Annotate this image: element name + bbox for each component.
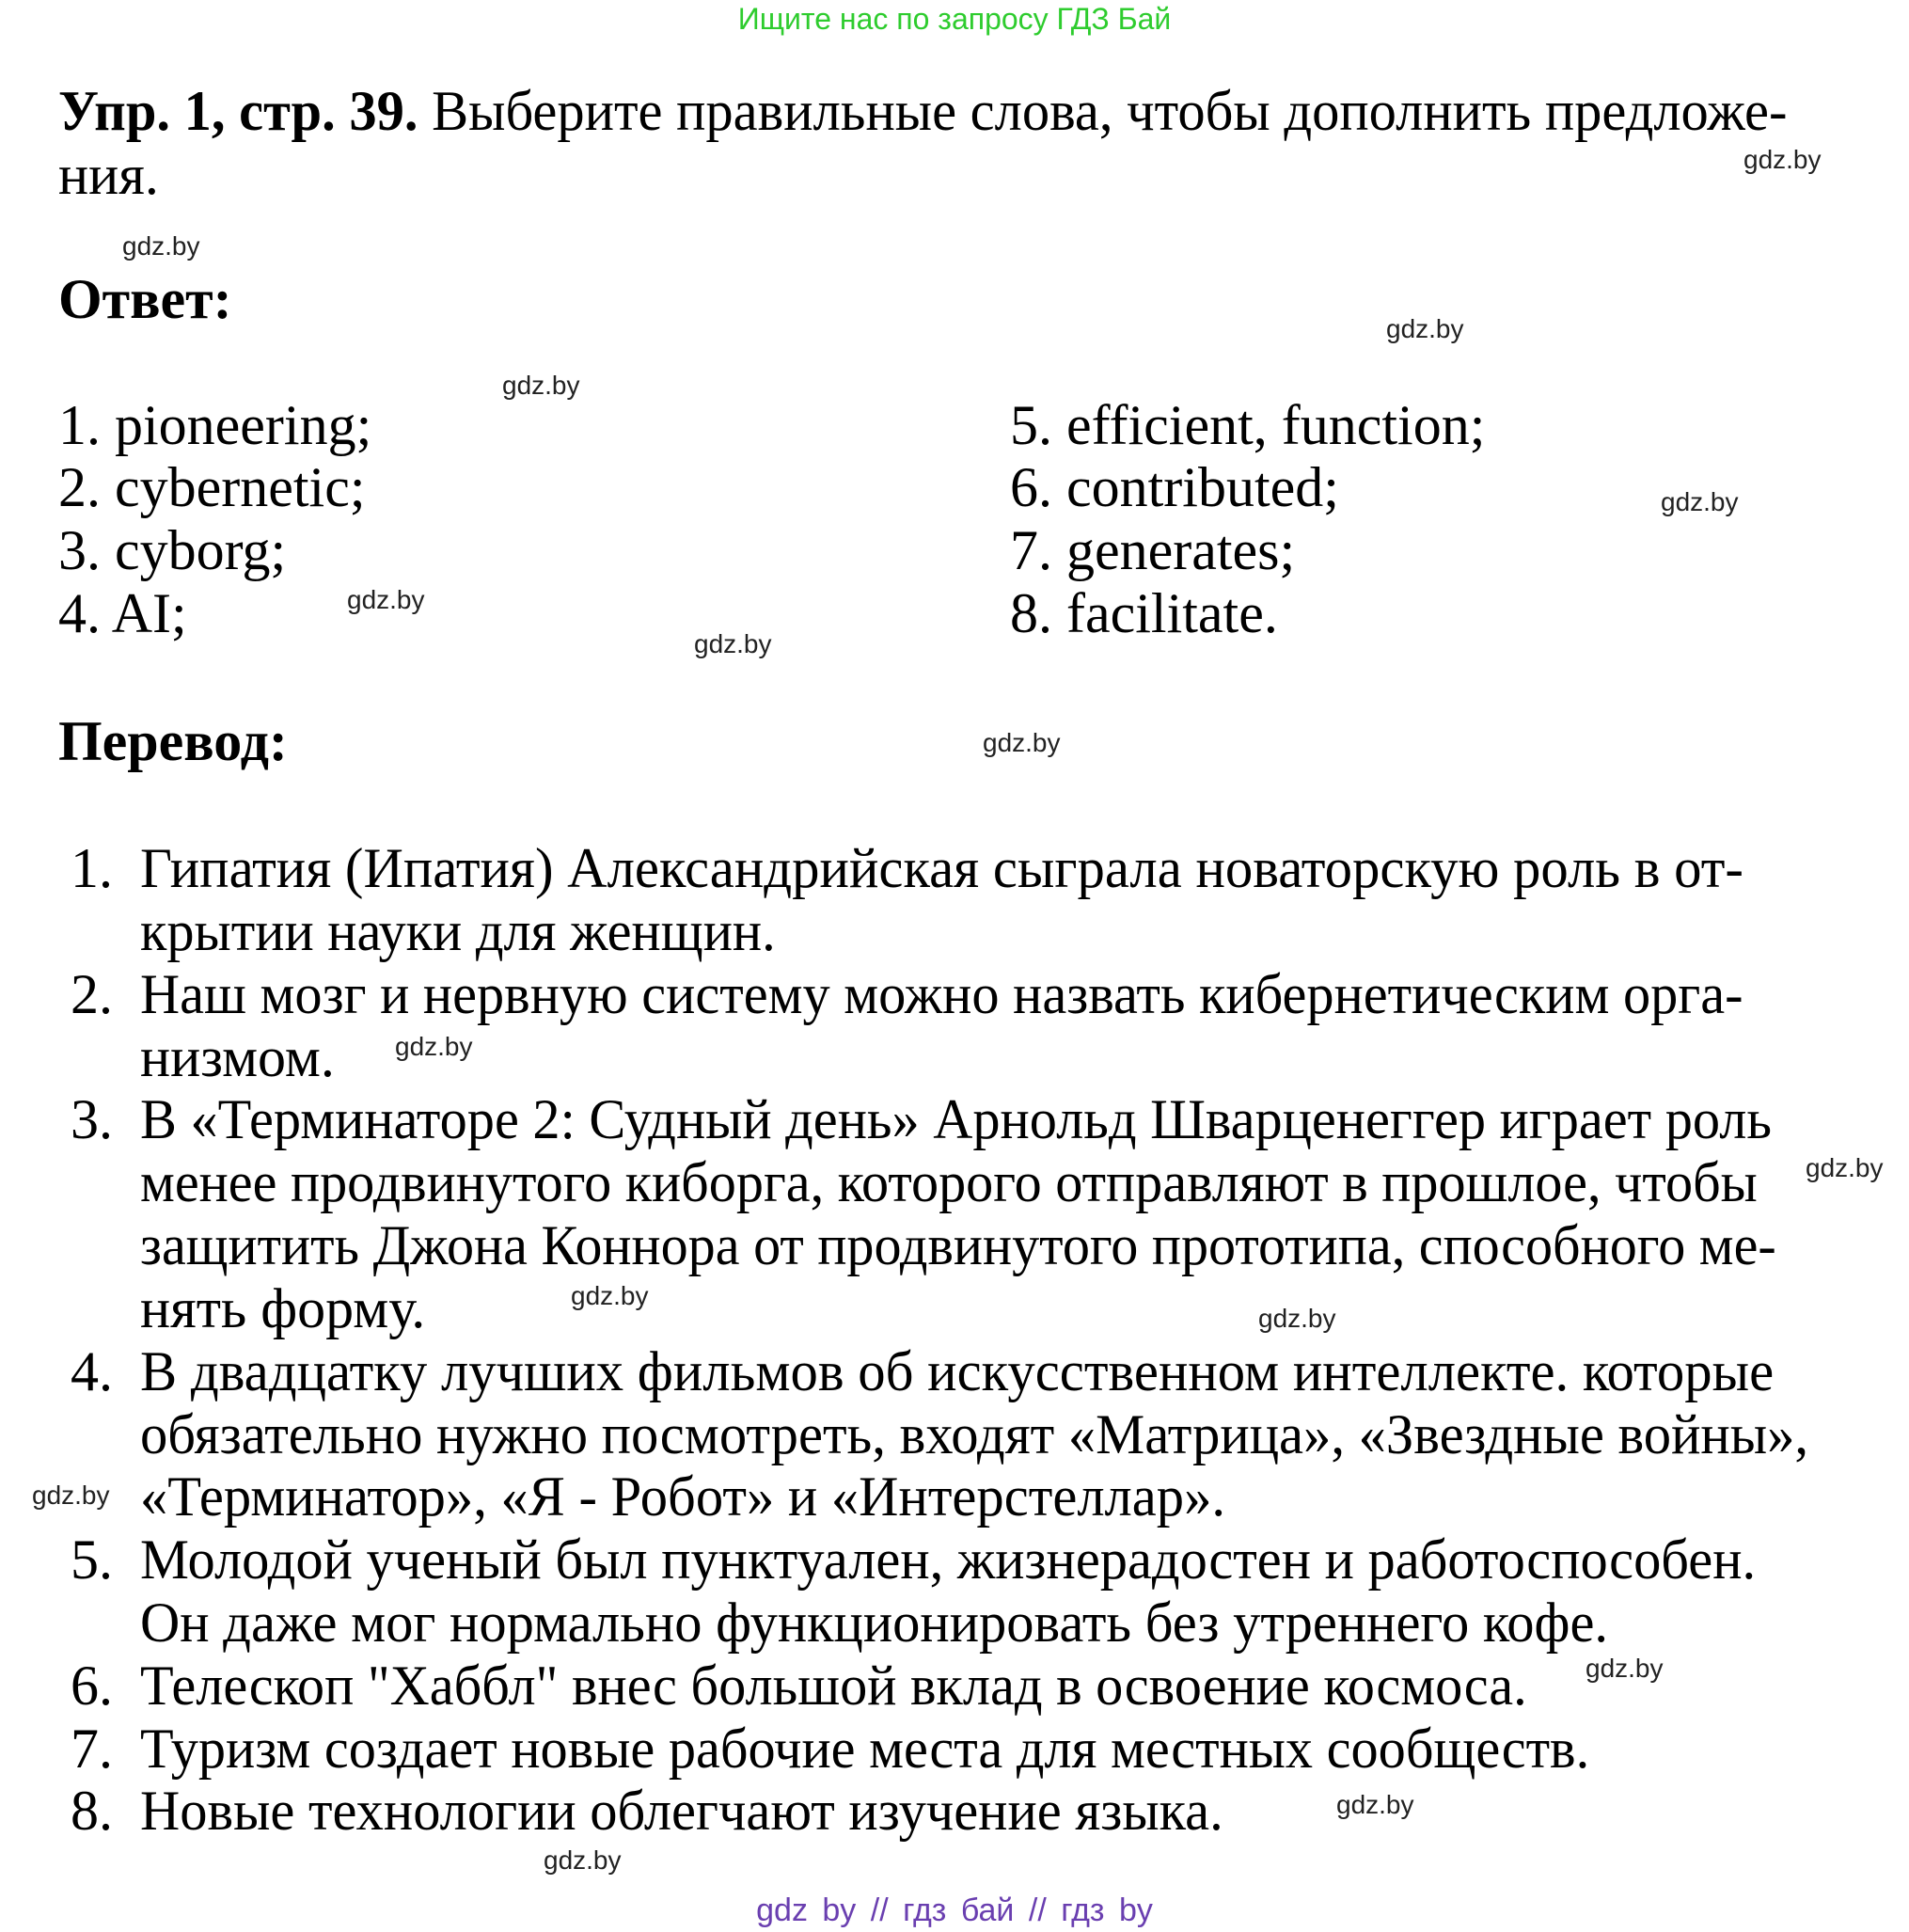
translation-line: нять форму. [140,1277,426,1339]
answer-item: 8. facilitate. [1010,582,1278,644]
answer-item: 5. efficient, function; [1010,394,1486,456]
watermark: gdz.by [544,1845,622,1875]
watermark: gdz.by [1258,1304,1336,1333]
translation-line: защитить Джона Коннора от продвинутого прототипа, способного ме- [140,1214,1776,1276]
answer-item: 4. AI; [58,582,187,644]
translation-number: 2. [71,963,113,1025]
task-title [58,80,1788,142]
watermark: gdz.by [395,1032,473,1061]
translation-line: «Терминатор», «Я - Робот» и «Интерстеллар». [140,1465,1226,1528]
answer-item: 7. generates; [1010,519,1296,581]
watermark: gdz.by [694,629,772,658]
translation-line: Наш мозг и нервную систему можно назвать кибернетическим орга- [140,963,1743,1025]
watermark: gdz.by [1661,487,1739,516]
translation-line: Телескоп "Хаббл" внес большой вклад в освоение космоса. [140,1655,1527,1717]
watermark: gdz.by [983,728,1061,757]
translation-number: 7. [71,1718,113,1780]
translation-line: низмом. [140,1026,335,1088]
watermark: gdz.by [502,371,580,400]
translation-line: Молодой ученый был пунктуален, жизнерадостен и работоспособен. [140,1528,1757,1591]
answer-item: 2. cybernetic; [58,456,366,518]
translation-number: 8. [71,1780,113,1842]
translation-number: 5. [71,1528,113,1591]
translation-line: Новые технологии облегчают изучение языка. [140,1780,1223,1842]
task-text: Выберите правильные слова, чтобы дополнить предложе- [432,80,1788,142]
watermark: gdz.by [1336,1790,1414,1819]
translation-heading: Перевод: [58,710,288,772]
translation-line: В «Терминаторе 2: Судный день» Арнольд Шварценеггер играет роль [140,1088,1772,1150]
watermark: gdz.by [347,585,425,614]
translation-number: 6. [71,1655,113,1717]
answer-item: 3. cyborg; [58,519,287,581]
translation-line: менее продвинутого киборга, которого отправляют в прошлое, чтобы [140,1151,1758,1213]
translation-line: Туризм создает новые рабочие места для местных сообществ. [140,1718,1590,1780]
translation-line: крытии науки для женщин. [140,900,776,962]
task-ref: Упр. 1, стр. 39. [58,80,418,142]
translation-number: 4. [71,1340,113,1402]
footer-links: gdz by // гдз бай // гдз by [756,1892,1153,1928]
watermark: gdz.by [571,1281,649,1310]
task-text-cont: ния. [58,144,159,206]
answer-item: 6. contributed; [1010,456,1339,518]
answer-heading: Ответ: [58,268,232,330]
translation-number: 3. [71,1088,113,1150]
watermark: gdz.by [1806,1153,1884,1182]
watermark: gdz.by [122,231,200,261]
translation-line: В двадцатку лучших фильмов об искусственном интеллекте. которые [140,1340,1775,1402]
translation-number: 1. [71,837,113,899]
translation-line: Гипатия (Ипатия) Александрийская сыграла новаторскую роль в от- [140,837,1743,899]
translation-line: Он даже мог нормально функционировать без утреннего кофе. [140,1592,1609,1654]
watermark: gdz.by [1586,1654,1664,1683]
watermark: gdz.by [32,1481,110,1510]
watermark: gdz.by [1386,314,1464,343]
answer-item: 1. pioneering; [58,394,372,456]
watermark: gdz.by [1743,145,1822,174]
translation-line: обязательно нужно посмотреть, входят «Матрица», «Звездные войны», [140,1403,1809,1465]
search-banner: Ищите нас по запросу ГДЗ Бай [737,2,1172,36]
